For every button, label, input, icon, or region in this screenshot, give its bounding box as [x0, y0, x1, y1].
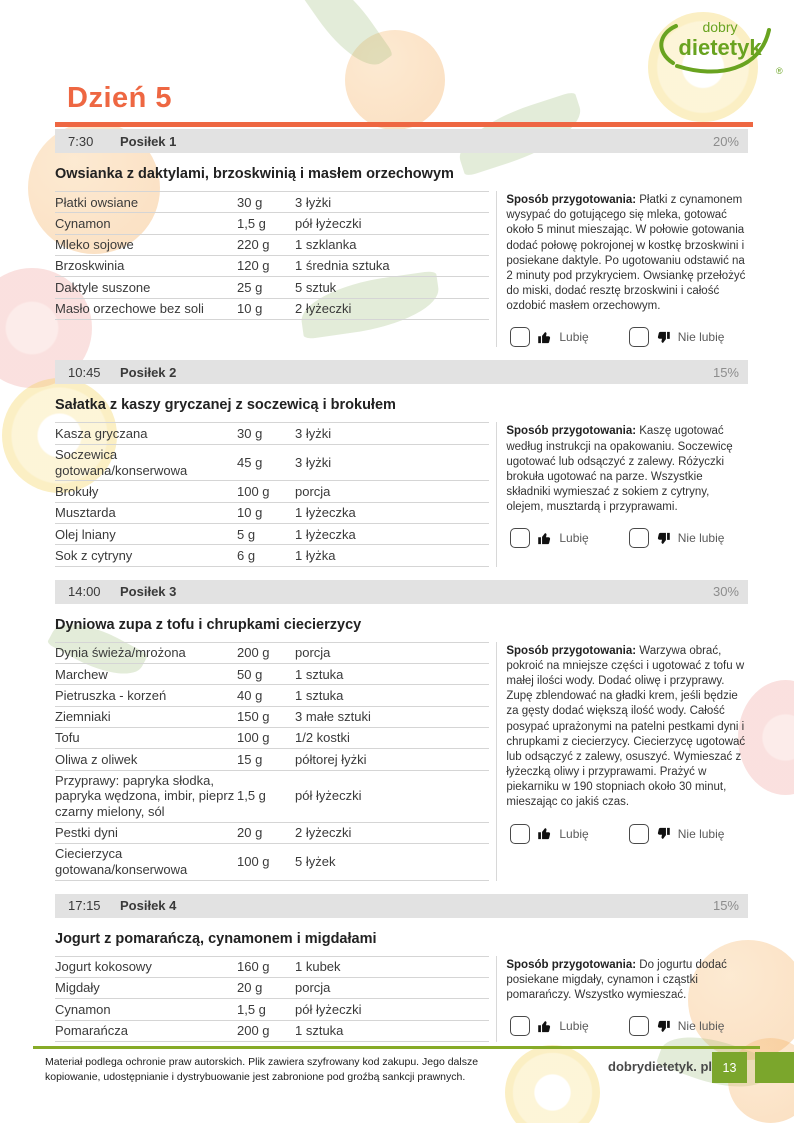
ingredient-name: Kasza gryczana — [55, 423, 237, 444]
ingredient-amount: 40 g — [237, 685, 295, 706]
ingredient-row — [55, 255, 489, 276]
like-checkbox[interactable] — [510, 824, 530, 844]
dislike-control — [629, 1016, 725, 1036]
ingredient-row — [55, 706, 489, 727]
ingredient-name: Dynia świeża/mrożona — [55, 642, 237, 663]
meal-title: Owsianka z daktylami, brzoskwinią i masłem orzechowym — [55, 166, 454, 182]
ingredient-measure: 1 sztuka — [295, 685, 489, 706]
preparation-body: Płatki z cynamonem wysypać do gotującego się mleka, gotować około 5 minut mieszając. W połowie gotowania dodać połowę pokrojonej w kostkę brzoskwini i posiekane daktyle. Po ugotowaniu odstawić na 2 minuty pod przykryciem. Owsiankę przełożyć do miski, dodać resztę brzoskwini i całość ozdobić masłem orzechowym. — [506, 194, 746, 313]
like-label: Lubię — [559, 1019, 589, 1034]
ingredient-name: Pietruszka - korzeń — [55, 685, 237, 706]
meal-percent: 20% — [712, 133, 739, 149]
ingredient-row — [55, 213, 489, 234]
ingredient-measure: porcja — [295, 642, 489, 663]
ingredient-name: Oliwa z oliwek — [55, 749, 237, 770]
preparation-text — [506, 193, 748, 314]
like-label: Lubię — [559, 826, 589, 841]
meal-header-bar — [55, 360, 748, 384]
ingredient-row — [55, 685, 489, 706]
ingredient-row — [55, 822, 489, 843]
ingredient-name: Daktyle suszone — [55, 277, 237, 298]
dislike-label: Nie lubię — [677, 531, 725, 546]
ingredients-table — [55, 956, 489, 1042]
ingredient-row — [55, 664, 489, 685]
meal-header-bar — [55, 894, 748, 918]
meal-section — [55, 580, 748, 881]
ingredient-amount: 30 g — [237, 423, 295, 444]
ingredient-row — [55, 843, 489, 880]
copyright-line2: kopiowanie, udostępnianie i dystrybuowanie jest zabronione pod groźbą sankcji prawnych. — [45, 1071, 466, 1084]
meal-name: Posiłek 2 — [120, 364, 177, 380]
like-checkbox[interactable] — [510, 327, 530, 347]
ingredient-row — [55, 423, 489, 444]
footer-divider — [33, 1046, 760, 1049]
meal-title: Sałatka z kaszy gryczanej z soczewicą i brokułem — [55, 397, 396, 414]
like-label: Lubię — [559, 330, 589, 345]
dislike-control — [629, 528, 725, 548]
vote-row — [510, 528, 748, 548]
ingredient-amount: 100 g — [237, 481, 295, 502]
ingredient-row — [55, 481, 489, 502]
ingredient-row — [55, 977, 489, 998]
ingredient-name: Ziemniaki — [55, 706, 237, 727]
meal-time: 7:30 — [68, 133, 94, 149]
ingredient-measure: 1 sztuka — [295, 664, 489, 685]
ingredient-amount: 50 g — [237, 664, 295, 685]
ingredient-name: Przyprawy: papryka słodka, papryka wędzona, imbir, pieprz czarny mielony, sól — [55, 770, 237, 822]
thumb-up-icon — [537, 531, 552, 546]
preparation-text — [506, 424, 748, 515]
ingredient-row — [55, 770, 489, 822]
meal-time: 14:00 — [68, 584, 101, 600]
ingredient-amount: 100 g — [237, 727, 295, 748]
preparation-column — [496, 642, 748, 881]
meal-header-bar — [55, 580, 748, 604]
site-url: dobrydietetyk. pl — [608, 1059, 713, 1074]
ingredient-name: Musztarda — [55, 502, 237, 523]
logo-registered-mark: ® — [776, 66, 783, 76]
preparation-column — [496, 422, 748, 566]
dislike-checkbox[interactable] — [629, 528, 649, 548]
ingredient-amount: 200 g — [237, 642, 295, 663]
ingredient-amount: 200 g — [237, 1020, 295, 1041]
ingredient-amount: 1,5 g — [237, 999, 295, 1020]
thumb-down-icon — [656, 826, 671, 841]
meal-name: Posiłek 4 — [120, 898, 177, 914]
thumb-down-icon — [656, 531, 671, 546]
ingredient-name: Soczewica gotowana/konserwowa — [55, 444, 237, 481]
ingredient-row — [55, 1020, 489, 1041]
ingredient-row — [55, 956, 489, 977]
ingredient-measure: 2 łyżeczki — [295, 822, 489, 843]
meal-body — [55, 191, 748, 347]
ingredient-amount: 220 g — [237, 234, 295, 255]
ingredient-amount: 120 g — [237, 255, 295, 276]
ingredient-measure: 1 łyżeczka — [295, 524, 489, 545]
ingredient-measure: pół łyżeczki — [295, 999, 489, 1020]
vote-row — [510, 824, 748, 844]
ingredient-measure: 1 łyżeczka — [295, 502, 489, 523]
ingredient-measure: 3 łyżki — [295, 444, 489, 481]
copyright-line1: Materiał podlega ochronie praw autorskich. Plik zawiera szyfrowany kod zakupu. Jego dalsze — [45, 1056, 479, 1068]
ingredient-measure: porcja — [295, 977, 489, 998]
meal-section — [55, 129, 748, 347]
footer-green-block — [755, 1052, 794, 1083]
ingredient-name: Tofu — [55, 727, 237, 748]
ingredient-name: Migdały — [55, 977, 237, 998]
ingredient-measure: 1 kubek — [295, 956, 489, 977]
ingredient-measure: 1 łyżka — [295, 545, 489, 566]
preparation-body: Do jogurtu dodać posiekane migdały, cynamon i cząstki pomarańczy. Wszystko wymieszać. — [506, 958, 727, 1001]
ingredient-name: Ciecierzyca gotowana/konserwowa — [55, 843, 237, 880]
ingredient-name: Brzoskwinia — [55, 255, 237, 276]
ingredient-amount: 1,5 g — [237, 213, 295, 234]
ingredient-amount: 150 g — [237, 706, 295, 727]
dislike-label: Nie lubię — [677, 330, 725, 345]
like-label: Lubię — [559, 531, 589, 546]
meal-section — [55, 360, 748, 566]
dislike-label: Nie lubię — [677, 1019, 725, 1034]
ingredient-name: Olej lniany — [55, 524, 237, 545]
ingredient-row — [55, 727, 489, 748]
ingredient-name: Marchew — [55, 664, 237, 685]
logo-swoosh-left — [661, 26, 676, 63]
ingredient-measure: 1/2 kostki — [295, 727, 489, 748]
ingredient-row — [55, 642, 489, 663]
ingredient-amount: 25 g — [237, 277, 295, 298]
meal-name: Posiłek 1 — [120, 133, 177, 149]
ingredients-table — [55, 642, 489, 881]
ingredient-measure: 3 łyżki — [295, 192, 489, 213]
preparation-label: Sposób przygotowania: — [506, 425, 637, 438]
ingredient-name: Pomarańcza — [55, 1020, 237, 1041]
ingredient-row — [55, 234, 489, 255]
ingredient-row — [55, 999, 489, 1020]
ingredient-amount: 30 g — [237, 192, 295, 213]
ingredient-amount: 45 g — [237, 444, 295, 481]
preparation-column — [496, 191, 748, 347]
ingredient-row — [55, 277, 489, 298]
ingredient-name: Płatki owsiane — [55, 192, 237, 213]
preparation-label: Sposób przygotowania: — [506, 194, 637, 206]
ingredient-measure: 1 szklanka — [295, 234, 489, 255]
ingredient-row — [55, 749, 489, 770]
preparation-body: Kaszę ugotować według instrukcji na opakowaniu. Soczewicę ugotować lub odsączyć z zalewy. Różyczki brokuła ugotować na parze. Wszystkie składniki wymieszać z sokiem z cytryny, olejem, musztardą i przyprawami. — [506, 425, 733, 514]
thumb-down-icon — [656, 1019, 671, 1034]
meal-body — [55, 422, 748, 566]
preparation-label: Sposób przygotowania: — [506, 644, 637, 657]
page-number-badge: 13 — [712, 1052, 747, 1083]
meal-list — [55, 129, 748, 1055]
meal-title: Dyniowa zupa z tofu i chrupkami ciecierzycy — [55, 616, 362, 633]
like-control — [510, 824, 588, 844]
like-control — [510, 327, 588, 347]
like-checkbox[interactable] — [510, 1016, 530, 1036]
dislike-control — [629, 824, 725, 844]
ingredient-name: Mleko sojowe — [55, 234, 237, 255]
thumb-up-icon — [537, 1019, 552, 1034]
copyright-notice — [45, 1055, 495, 1085]
ingredient-row — [55, 298, 489, 319]
ingredient-row — [55, 444, 489, 481]
ingredient-amount: 1,5 g — [237, 770, 295, 822]
ingredient-measure: porcja — [295, 481, 489, 502]
ingredient-name: Sok z cytryny — [55, 545, 237, 566]
ingredient-measure: 2 łyżeczki — [295, 298, 489, 319]
ingredient-amount: 20 g — [237, 822, 295, 843]
meal-name: Posiłek 3 — [120, 584, 177, 600]
dislike-checkbox[interactable] — [629, 824, 649, 844]
ingredient-amount: 10 g — [237, 502, 295, 523]
ingredient-row — [55, 545, 489, 566]
ingredient-measure: 1 średnia sztuka — [295, 255, 489, 276]
ingredient-row — [55, 502, 489, 523]
thumb-up-icon — [537, 330, 552, 345]
dislike-label: Nie lubię — [677, 826, 725, 841]
meal-body — [55, 642, 748, 881]
ingredient-name: Jogurt kokosowy — [55, 956, 237, 977]
ingredient-name: Brokuły — [55, 481, 237, 502]
page-title: Dzień 5 — [67, 82, 173, 114]
ingredient-amount: 15 g — [237, 749, 295, 770]
meal-body — [55, 956, 748, 1042]
logo-text-top: dobry — [702, 19, 738, 35]
ingredient-amount: 5 g — [237, 524, 295, 545]
brand-logo — [640, 12, 790, 82]
ingredient-measure: pół łyżeczki — [295, 213, 489, 234]
ingredient-measure: półtorej łyżki — [295, 749, 489, 770]
ingredient-measure: 5 łyżek — [295, 843, 489, 880]
ingredient-name: Pestki dyni — [55, 822, 237, 843]
meal-time: 10:45 — [68, 364, 101, 380]
ingredient-amount: 160 g — [237, 956, 295, 977]
vote-row — [510, 1016, 748, 1036]
ingredient-amount: 100 g — [237, 843, 295, 880]
preparation-body: Warzywa obrać, pokroić na mniejsze części i ugotować z tofu w małej ilości wody. Dodać oliwę i przyprawy. Zupę zblendować na gładki krem, jeśli będzie za gęsty dodać większą ilość wody. Całość posypać uprażonymi na patelni pestkami dyni i chrupkami z ciecierzycy. Ciecierzycę ugotować lub odsączyć z zalewy, osuszyć. Wymieszać z łyżeczką oliwy i przyprawami. Prażyć w piekarniku w 190 stopniach około 30 minut, mieszając co jakiś czas. — [506, 644, 746, 809]
like-checkbox[interactable] — [510, 528, 530, 548]
ingredient-measure: 3 łyżki — [295, 423, 489, 444]
ingredient-row — [55, 192, 489, 213]
dislike-checkbox[interactable] — [629, 327, 649, 347]
ingredients-table — [55, 191, 489, 320]
ingredient-measure: 3 małe sztuki — [295, 706, 489, 727]
ingredient-measure: 1 sztuka — [295, 1020, 489, 1041]
title-divider — [55, 122, 753, 127]
like-control — [510, 1016, 588, 1036]
preparation-text — [506, 644, 748, 811]
dislike-control — [629, 327, 725, 347]
ingredient-amount: 6 g — [237, 545, 295, 566]
ingredient-amount: 20 g — [237, 977, 295, 998]
ingredient-measure: pół łyżeczki — [295, 770, 489, 822]
dislike-checkbox[interactable] — [629, 1016, 649, 1036]
meal-title: Jogurt z pomarańczą, cynamonem i migdałami — [55, 930, 377, 947]
meal-time: 17:15 — [68, 898, 101, 914]
ingredient-name: Cynamon — [55, 213, 237, 234]
meal-percent: 15% — [712, 898, 739, 914]
meal-percent: 30% — [712, 584, 739, 600]
ingredient-row — [55, 524, 489, 545]
meal-section — [55, 894, 748, 1042]
ingredients-table — [55, 422, 489, 566]
preparation-column — [496, 956, 748, 1042]
ingredient-amount: 10 g — [237, 298, 295, 319]
meal-percent: 15% — [712, 364, 739, 380]
thumb-up-icon — [537, 826, 552, 841]
logo-text-main: dietetyk — [678, 35, 762, 60]
ingredient-measure: 5 sztuk — [295, 277, 489, 298]
ingredient-name: Masło orzechowe bez soli — [55, 298, 237, 319]
meal-header-bar — [55, 129, 748, 153]
like-control — [510, 528, 588, 548]
vote-row — [510, 327, 748, 347]
ingredient-name: Cynamon — [55, 999, 237, 1020]
preparation-label: Sposób przygotowania: — [506, 958, 637, 971]
preparation-text — [506, 958, 748, 1004]
thumb-down-icon — [656, 330, 671, 345]
